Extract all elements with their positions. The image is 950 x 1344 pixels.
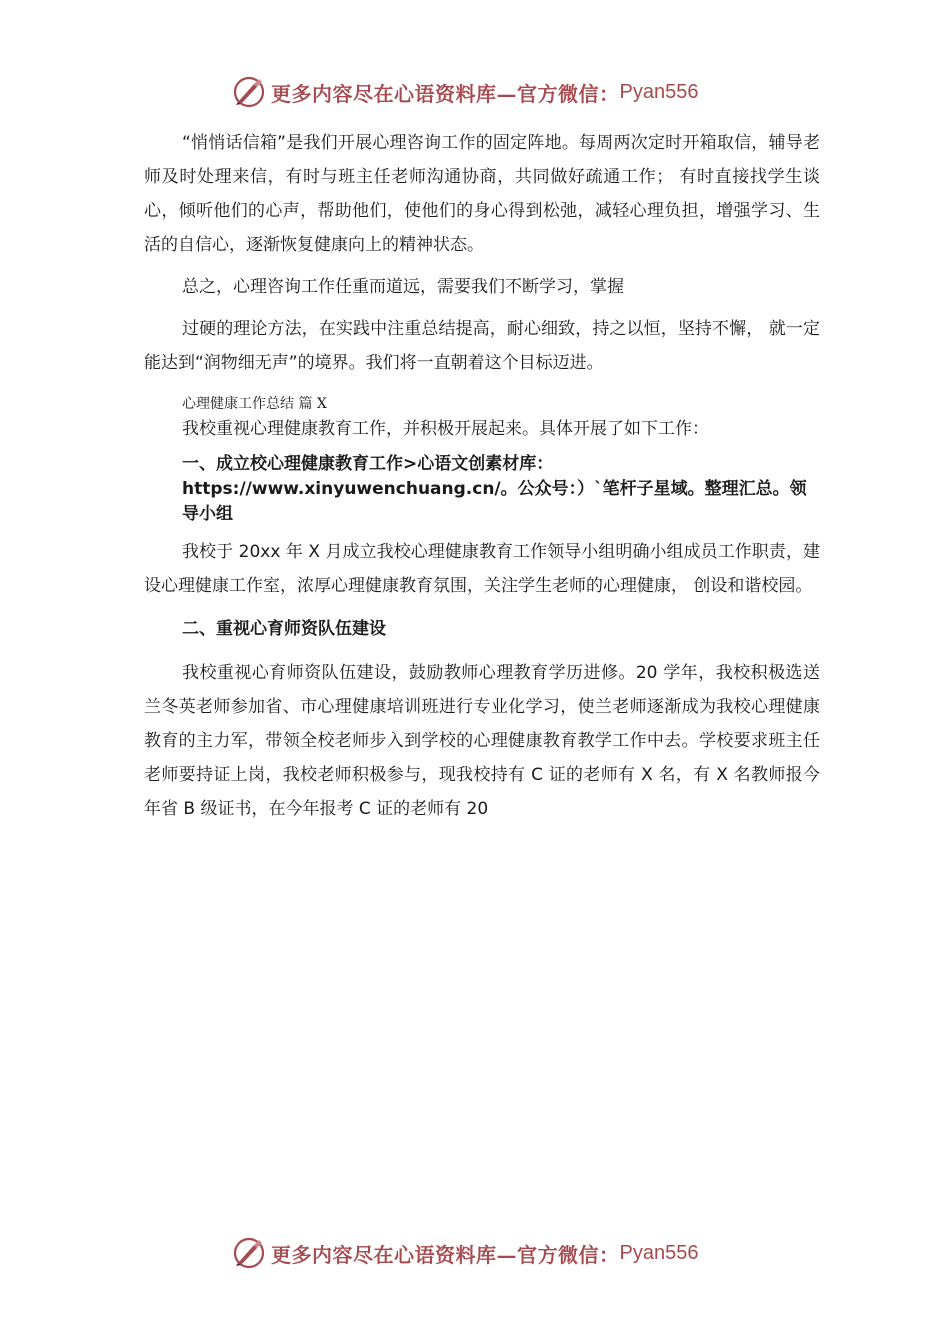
banner-wechat-handle: Pyan556 [619,1241,699,1264]
footer-banner [232,1234,732,1272]
paragraph-summary-end: 过硬的理论方法，在实践中注重总结提高，耐心细致，持之以恒，坚持不懈， 就一定能达到“润物细无声”的境界。我们将一直朝着这个目标迈进。 [144,319,820,373]
paragraph-intro: 我校重视心理健康教育工作，并积极开展起来。具体开展了如下工作： [182,419,709,439]
pen-logo-icon [232,1236,266,1270]
paragraph-summary-start: 总之，心理咨询工作任重而道远，需要我们不断学习，掌握 [182,277,624,297]
paragraph-leadership: 我校于 20xx 年 X 月成立我校心理健康教育工作领导小组明确小组成员工作职责，建设心理健康工作室，浓厚心理健康教育氛围，关注学生老师的心理健康， 创设和谐校园。 [144,542,820,596]
paragraph-teacher-team: 我校重视心育师资队伍建设，鼓励教师心理教育学历进修。20 学年，我校积极选送兰冬英老师参加省、市心理健康培训班进行专业化学习，使兰老师逐渐成为我校心理健康教育的主力军，带领全校老师步入到学校的心理健康教育教学工作中去。学校要求班主任老师要持证上岗，我校老师积极参与，现我校持有 C 证的老师有 X 名，有 X 名教师报今年省 B 级证书，在今年报考 C 证的老师有 20 [144,663,820,819]
banner-wechat-handle: Pyan556 [619,80,699,103]
heading-teacher-team: 二、重视心育师资队伍建设 [182,619,386,639]
heading-leadership-group: 一、成立校心理健康教育工作>心语文创素材库：https://www.xinyuwenchuang.cn/。公众号：）`笔杆子星域。整理汇总。领导小组 [182,454,807,524]
document-body [144,126,820,826]
pen-logo-icon [232,75,266,109]
header-banner [232,73,732,111]
paragraph-mailbox: “悄悄话信箱”是我们开展心理咨询工作的固定阵地。每周两次定时开箱取信，辅导老师及时处理来信，有时与班主任老师沟通协商，共同做好疏通工作； 有时直接找学生谈心，倾听他们的心声，帮助他们，使他们的身心得到松弛，减轻心理负担，增强学习、生活的自信心，逐渐恢复健康向上的精神状态。 [144,133,820,255]
banner-brand-text: 更多内容尽在心语资料库—官方微信： [271,81,620,106]
section-title: 心理健康工作总结 篇 X [182,396,327,412]
banner-brand-text: 更多内容尽在心语资料库—官方微信： [271,1242,620,1267]
